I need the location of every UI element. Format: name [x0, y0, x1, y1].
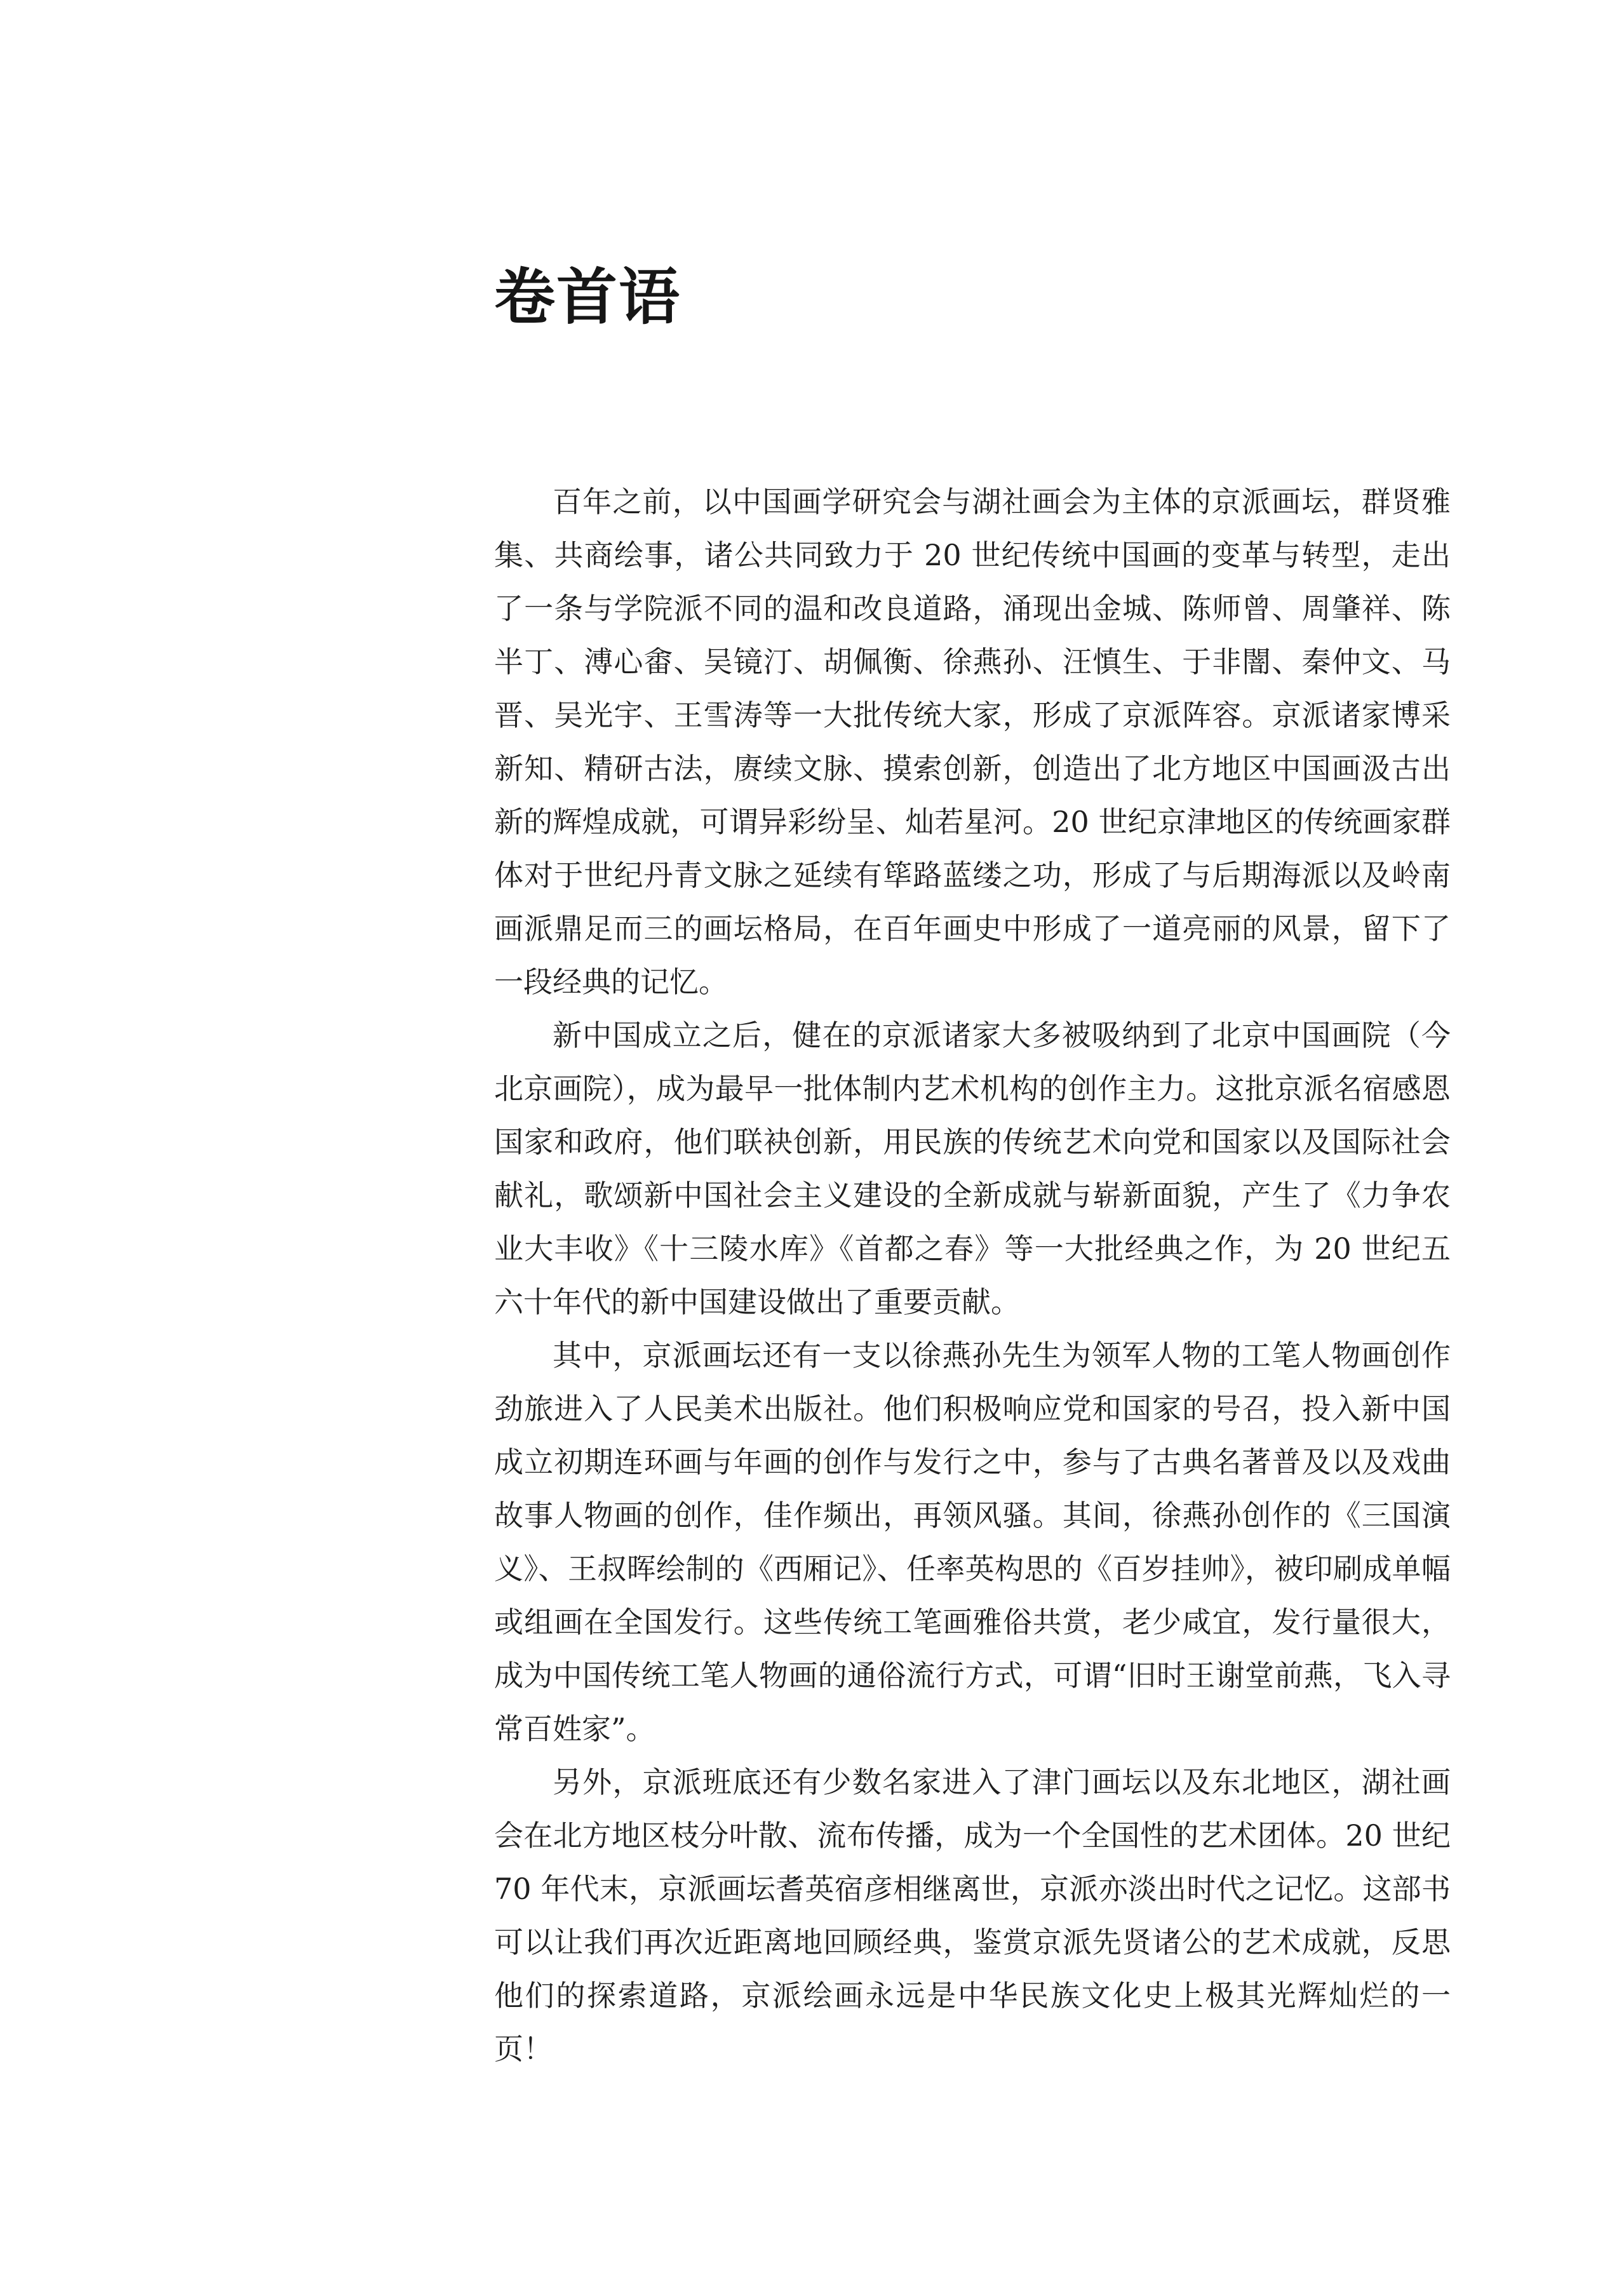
paragraph-1: 百年之前，以中国画学研究会与湖社画会为主体的京派画坛，群贤雅集、共商绘事，诸公共同致力于 20 世纪传统中国画的变革与转型，走出了一条与学院派不同的温和改良道路，涌现出金城、陈师曾、周肇祥、陈半丁、溥心畬、吴镜汀、胡佩衡、徐燕孙、汪慎生、于非闇、秦仲文、马晋、吴光宇、王雪涛等一大批传统大家，形成了京派阵容。京派诸家博采新知、精研古法，赓续文脉、摸索创新，创造出了北方地区中国画汲古出新的辉煌成就，可谓异彩纷呈、灿若星河。20 世纪京津地区的传统画家群体对于世纪丹青文脉之延续有筚路蓝缕之功，形成了与后期海派以及岭南画派鼎足而三的画坛格局，在百年画史中形成了一道亮丽的风景，留下了一段经典的记忆。 — [494, 485, 1451, 999]
paragraph-4: 另外，京派班底还有少数名家进入了津门画坛以及东北地区，湖社画会在北方地区枝分叶散、流布传播，成为一个全国性的艺术团体。20 世纪 70 年代末，京派画坛耆英宿彦相继离世，京派亦淡出时代之记忆。这部书可以让我们再次近距离地回顾经典，鉴赏京派先贤诸公的艺术成就，反思他们的探索道路，京派绘画永远是中华民族文化史上极其光辉灿烂的一页！ — [494, 1765, 1451, 2066]
paragraph-2: 新中国成立之后，健在的京派诸家大多被吸纳到了北京中国画院（今北京画院），成为最早一批体制内艺术机构的创作主力。这批京派名宿感恩国家和政府，他们联袂创新，用民族的传统艺术向党和国家以及国际社会献礼，歌颂新中国社会主义建设的全新成就与崭新面貌，产生了《力争农业大丰收》《十三陵水库》《首都之春》等一大批经典之作，为 20 世纪五六十年代的新中国建设做出了重要贡献。 — [494, 1018, 1451, 1319]
paragraph-3: 其中，京派画坛还有一支以徐燕孙先生为领军人物的工笔人物画创作劲旅进入了人民美术出版社。他们积极响应党和国家的号召，投入新中国成立初期连环画与年画的创作与发行之中，参与了古典名著普及以及戏曲故事人物画的创作，佳作频出，再领风骚。其间，徐燕孙创作的《三国演义》、王叔晖绘制的《西厢记》、任率英构思的《百岁挂帅》，被印刷成单幅或组画在全国发行。这些传统工笔画雅俗共赏，老少咸宜，发行量很大，成为中国传统工笔人物画的通俗流行方式，可谓“旧时王谢堂前燕，飞入寻常百姓家”。 — [494, 1338, 1451, 1746]
preface-body — [494, 475, 1451, 2076]
page-title: 卷首语 — [494, 261, 681, 333]
